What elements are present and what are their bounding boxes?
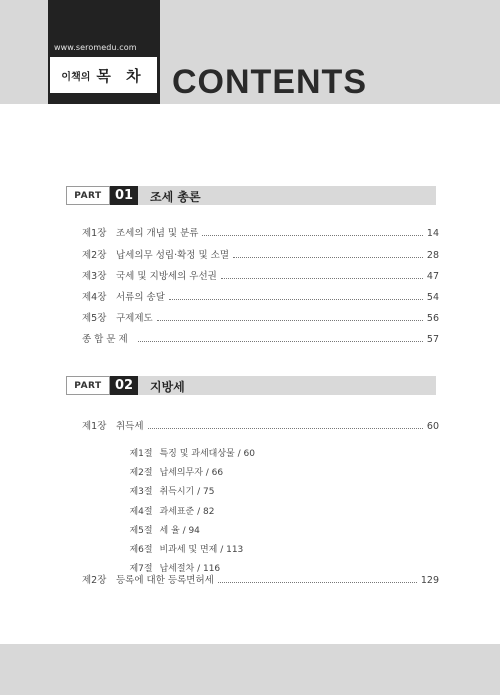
section-number: 제4절 [129, 507, 153, 517]
toc-leader [202, 228, 422, 236]
toc-text: 등록에 대한 등록면허세 [116, 575, 214, 586]
toc-chapter: 제2장 [82, 575, 107, 586]
page-title: CONTENTS [172, 63, 367, 101]
toc-row [82, 225, 439, 239]
toc-row [82, 418, 439, 432]
toc-row [82, 331, 439, 345]
toc-row [82, 310, 439, 324]
toc-section [118, 474, 215, 497]
section-number: 제1절 [129, 449, 153, 459]
section-number: 제7절 [129, 564, 153, 574]
section-text: 과세표준 / 82 [159, 507, 215, 517]
section-number: 제5절 [129, 526, 153, 536]
toc-leader [157, 313, 423, 321]
part-word: PART [66, 376, 110, 395]
toc-section [118, 455, 224, 478]
toc-leader [218, 575, 417, 583]
section-text: 특징 및 과세대상물 / 60 [159, 449, 255, 459]
toc-section [118, 532, 244, 555]
part-number: 01 [110, 186, 138, 205]
part-header-01 [66, 186, 436, 205]
toc-chapter: 제4장 [82, 292, 107, 303]
toc-section [118, 551, 221, 574]
toc-page: 60 [426, 421, 439, 432]
toc-chapter: 종합문제 [82, 334, 131, 345]
toc-chapter: 제2장 [82, 250, 107, 261]
toc-chapter: 제1장 [82, 228, 107, 239]
toc-row [82, 268, 439, 282]
section-number: 제6절 [129, 545, 153, 555]
toc-text: 조세의 개념 및 분류 [116, 228, 199, 239]
toc-text: 국세 및 지방세의 우선권 [116, 271, 217, 282]
site-url: www.seromedu.com [54, 43, 137, 52]
part-header-02 [66, 376, 436, 395]
section-text: 납세절차 / 116 [159, 564, 221, 574]
footer-band [0, 644, 500, 695]
toc-leader [221, 271, 423, 279]
toc-leader [138, 334, 423, 342]
part-title: 조세 총론 [150, 190, 201, 204]
toc-page: 57 [426, 334, 439, 345]
toc-page: 54 [426, 292, 439, 303]
toc-text: 구제제도 [116, 313, 153, 324]
toc-section [118, 513, 200, 536]
toc-chapter: 제3장 [82, 271, 107, 282]
toc-page: 129 [420, 575, 439, 586]
toc-page: 28 [426, 250, 439, 261]
toc-text: 취득세 [116, 421, 144, 432]
toc-row [82, 289, 439, 303]
toc-row [82, 247, 439, 261]
part-number: 02 [110, 376, 138, 395]
section-text: 납세의무자 / 66 [159, 468, 224, 478]
section-text: 취득시기 / 75 [159, 487, 215, 497]
toc-leader [148, 421, 423, 429]
label-small: 이책의 [61, 71, 91, 83]
toc-section [118, 494, 215, 517]
toc-chapter: 제5장 [82, 313, 107, 324]
toc-section [118, 436, 255, 459]
toc-row [82, 572, 439, 586]
toc-page: 47 [426, 271, 439, 282]
label-big: 목 차 [96, 66, 146, 85]
section-number: 제3절 [129, 487, 153, 497]
toc-leader [169, 292, 423, 300]
toc-text: 납세의무 성립·확정 및 소멸 [116, 250, 230, 261]
header-band [0, 0, 500, 104]
book-contents-label [50, 57, 157, 93]
toc-page: 56 [426, 313, 439, 324]
part-title: 지방세 [150, 380, 185, 394]
section-text: 세 율 / 94 [159, 526, 200, 536]
toc-page: 14 [426, 228, 439, 239]
toc-text: 서류의 송달 [116, 292, 165, 303]
section-number: 제2절 [129, 468, 153, 478]
toc-chapter: 제1장 [82, 421, 107, 432]
toc-leader [233, 250, 423, 258]
part-word: PART [66, 186, 110, 205]
section-text: 비과세 및 면제 / 113 [159, 545, 244, 555]
